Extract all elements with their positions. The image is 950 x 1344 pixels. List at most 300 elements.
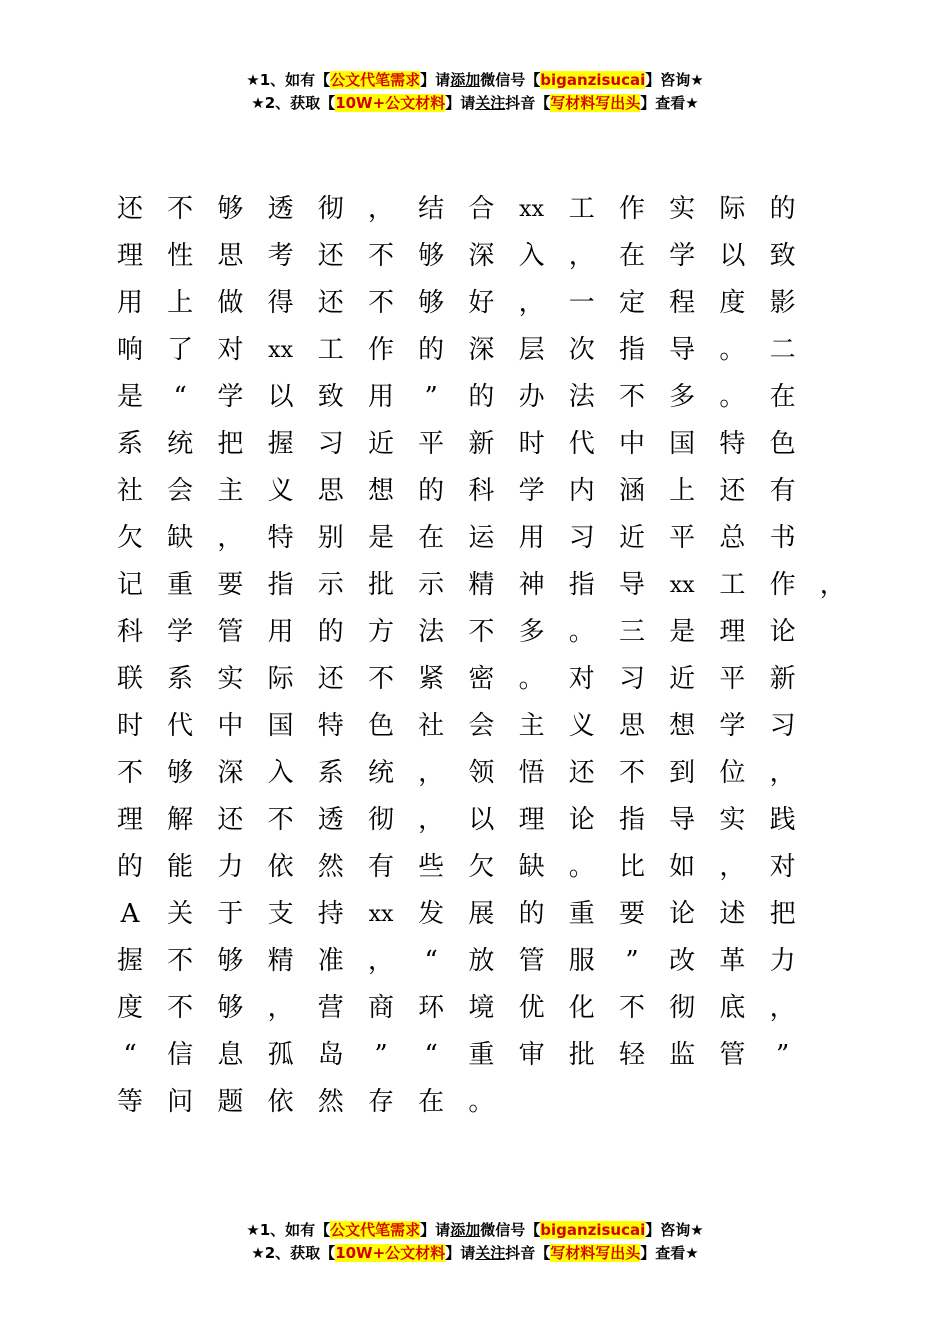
text-char: 性	[167, 241, 194, 271]
text-char: 实	[217, 664, 244, 694]
text-line	[107, 703, 807, 750]
text-char: 不	[618, 382, 645, 412]
text-char: 内	[568, 476, 595, 506]
text-char: 悟	[518, 758, 545, 788]
text-char: ，	[719, 852, 746, 882]
text-char: 致	[769, 241, 796, 271]
text-char: 特	[267, 523, 294, 553]
text-char: 特	[317, 711, 344, 741]
promo-text: ★2、获取【	[251, 1244, 336, 1262]
promo-emphasis: 添加	[450, 71, 481, 89]
text-char: 孤	[267, 1040, 294, 1070]
text-char: ，	[418, 805, 445, 835]
promo-highlight: 写材料写出头	[550, 1244, 641, 1262]
text-char: 力	[217, 852, 244, 882]
text-char: 不	[367, 288, 394, 318]
text-char: 义	[267, 476, 294, 506]
text-char: 。	[568, 852, 595, 882]
promo-line-1	[0, 1219, 950, 1242]
text-char: 学	[719, 711, 746, 741]
text-char: 。	[568, 617, 595, 647]
text-char: 际	[719, 194, 746, 224]
text-char: 代	[568, 429, 595, 459]
text-char: 习	[568, 523, 595, 553]
text-char: 入	[518, 241, 545, 271]
text-char: 指	[618, 805, 645, 835]
text-char: ”	[775, 1040, 790, 1070]
text-char: 系	[317, 758, 344, 788]
text-char: ，	[367, 946, 394, 976]
promo-text: 微信号【	[480, 1221, 541, 1239]
promo-text: 】请	[445, 1244, 476, 1262]
text-char: 有	[367, 852, 394, 882]
text-char: 论	[568, 805, 595, 835]
text-char: 对	[217, 335, 244, 365]
text-char: 够	[217, 993, 244, 1023]
text-line	[107, 844, 807, 891]
text-char: 别	[317, 523, 344, 553]
text-char: 工	[719, 570, 746, 600]
header-promo-banner	[0, 69, 950, 115]
text-char: xx	[519, 197, 544, 222]
text-char: 用	[518, 523, 545, 553]
text-line	[107, 1079, 807, 1126]
text-char: 营	[317, 993, 344, 1023]
text-char: 持	[317, 899, 344, 929]
text-char: 学	[518, 476, 545, 506]
text-char: 重	[568, 899, 595, 929]
text-char: 色	[367, 711, 394, 741]
text-char: 有	[769, 476, 796, 506]
text-line	[107, 985, 807, 1032]
text-char: 对	[568, 664, 595, 694]
text-char: 要	[618, 899, 645, 929]
text-char: 中	[217, 711, 244, 741]
document-body	[107, 186, 846, 1126]
text-char: 法	[568, 382, 595, 412]
text-char: 还	[217, 805, 244, 835]
text-char: 代	[167, 711, 194, 741]
text-char: 管	[217, 617, 244, 647]
text-char: 展	[468, 899, 495, 929]
text-line	[107, 750, 807, 797]
text-line	[107, 938, 807, 985]
text-char: 习	[769, 711, 796, 741]
text-char: 不	[267, 805, 294, 835]
text-char: 优	[518, 993, 545, 1023]
text-char: 的	[116, 852, 143, 882]
text-char: 问	[167, 1087, 194, 1117]
text-char: 运	[468, 523, 495, 553]
promo-line-2	[0, 1242, 950, 1265]
text-char: 科	[116, 617, 143, 647]
text-char: 书	[769, 523, 796, 553]
text-char: 领	[468, 758, 495, 788]
text-char: “	[424, 1040, 438, 1070]
text-char: 到	[669, 758, 696, 788]
text-char: 握	[116, 946, 143, 976]
text-char: 办	[518, 382, 545, 412]
text-char: 岛	[317, 1040, 344, 1070]
text-char: 一	[568, 288, 595, 318]
text-char: 理	[116, 805, 143, 835]
text-line	[107, 327, 807, 374]
promo-emphasis: 关注	[475, 1244, 506, 1262]
text-char: 在	[418, 1087, 445, 1117]
text-char: 学	[217, 382, 244, 412]
text-char: 存	[367, 1087, 394, 1117]
text-char: 习	[317, 429, 344, 459]
text-char: 审	[518, 1040, 545, 1070]
text-char: 思	[618, 711, 645, 741]
text-line	[107, 562, 846, 609]
text-char: 作	[769, 570, 796, 600]
text-char: 响	[116, 335, 143, 365]
text-char: 解	[167, 805, 194, 835]
text-char: 色	[769, 429, 796, 459]
text-char: 的	[418, 335, 445, 365]
text-char: 上	[167, 288, 194, 318]
text-char: 等	[116, 1087, 143, 1117]
text-char: 以	[719, 241, 746, 271]
text-char: 会	[468, 711, 495, 741]
promo-highlight: 公文代笔需求	[330, 71, 421, 89]
text-char: 在	[618, 241, 645, 271]
text-char: 用	[367, 382, 394, 412]
text-char: 精	[468, 570, 495, 600]
text-char: ”	[625, 946, 639, 976]
text-char: 不	[367, 664, 394, 694]
text-char: 国	[267, 711, 294, 741]
text-char: 是	[367, 523, 394, 553]
text-line	[107, 515, 807, 562]
text-char: 方	[367, 617, 394, 647]
text-char: ，	[819, 570, 846, 600]
text-char: 理	[116, 241, 143, 271]
text-char: 题	[217, 1087, 244, 1117]
text-char: 精	[267, 946, 294, 976]
text-char: 作	[618, 194, 645, 224]
text-char: 科	[468, 476, 495, 506]
text-char: ，	[769, 758, 796, 788]
text-char: 理	[518, 805, 545, 835]
text-char: 的	[769, 194, 796, 224]
text-char: 欠	[468, 852, 495, 882]
text-char: 神	[518, 570, 545, 600]
promo-text: ★2、获取【	[251, 94, 336, 112]
text-char: 二	[769, 335, 796, 365]
text-char: 在	[769, 382, 796, 412]
text-char: ，	[367, 194, 394, 224]
text-char: ，	[418, 758, 445, 788]
text-char: 的	[468, 382, 495, 412]
footer-promo-banner	[0, 1219, 950, 1265]
text-char: 度	[116, 993, 143, 1023]
text-char: 如	[669, 852, 696, 882]
text-char: 于	[217, 899, 244, 929]
text-char: 好	[468, 288, 495, 318]
text-char: 系	[116, 429, 143, 459]
text-char: 层	[518, 335, 545, 365]
text-char: 关	[167, 899, 194, 929]
text-char: 不	[367, 241, 394, 271]
text-char: 发	[418, 899, 445, 929]
text-char: 得	[267, 288, 294, 318]
text-char: xx	[669, 573, 695, 598]
text-char: 还	[317, 664, 344, 694]
text-char: 够	[418, 241, 445, 271]
text-char: 平	[418, 429, 445, 459]
text-char: 是	[669, 617, 696, 647]
text-char: 批	[367, 570, 394, 600]
text-char: 指	[618, 335, 645, 365]
text-char: 指	[267, 570, 294, 600]
text-char: 论	[769, 617, 796, 647]
text-char: 缺	[167, 523, 194, 553]
text-char: “	[123, 1040, 137, 1070]
text-char: ，	[267, 993, 294, 1023]
text-char: 了	[167, 335, 194, 365]
text-char: 社	[418, 711, 445, 741]
text-char: 习	[618, 664, 645, 694]
text-char: 用	[116, 288, 143, 318]
text-char: 不	[167, 993, 194, 1023]
text-char: 。	[468, 1087, 495, 1117]
text-char: 还	[719, 476, 746, 506]
text-char: ，	[769, 993, 796, 1023]
text-char: 入	[267, 758, 294, 788]
text-char: 上	[669, 476, 696, 506]
text-char: 国	[669, 429, 696, 459]
text-char: 革	[719, 946, 746, 976]
text-char: 。	[719, 382, 746, 412]
text-char: 主	[518, 711, 545, 741]
text-char: 缺	[518, 852, 545, 882]
text-char: 义	[568, 711, 595, 741]
text-line	[107, 891, 807, 938]
text-char: xx	[268, 338, 293, 363]
text-char: 法	[418, 617, 445, 647]
text-char: 近	[367, 429, 394, 459]
text-char: 特	[719, 429, 746, 459]
text-char: 时	[518, 429, 545, 459]
text-char: 深	[468, 241, 495, 271]
text-line	[107, 797, 807, 844]
text-line	[107, 609, 807, 656]
promo-highlight: 公文代笔需求	[330, 1221, 421, 1239]
text-char: ，	[217, 523, 244, 553]
text-char: 放	[468, 946, 495, 976]
text-char: 导	[669, 335, 696, 365]
text-line	[107, 186, 807, 233]
text-char: 监	[669, 1040, 696, 1070]
text-char: 社	[116, 476, 143, 506]
text-char: 够	[217, 946, 244, 976]
text-char: 在	[418, 523, 445, 553]
text-char: 想	[367, 476, 394, 506]
promo-highlight: 10W+公文材料	[335, 1244, 446, 1262]
text-char: 统	[367, 758, 394, 788]
text-char: 近	[618, 523, 645, 553]
text-char: 思	[317, 476, 344, 506]
text-char: 还	[116, 194, 143, 224]
text-char: 记	[116, 570, 143, 600]
text-char: 不	[167, 946, 194, 976]
text-char: 还	[568, 758, 595, 788]
text-char: 够	[217, 194, 244, 224]
text-char: 重	[167, 570, 194, 600]
promo-emphasis: 关注	[475, 94, 506, 112]
text-char: 会	[167, 476, 194, 506]
text-line	[107, 421, 807, 468]
text-char: 。	[719, 335, 746, 365]
text-char: 彻	[367, 805, 394, 835]
text-char: 把	[217, 429, 244, 459]
text-char: 。	[518, 664, 545, 694]
text-char: 环	[418, 993, 445, 1023]
text-char: 学	[669, 241, 696, 271]
text-line	[107, 233, 807, 280]
text-char: 管	[518, 946, 545, 976]
promo-highlight: biganzisucai	[540, 71, 646, 89]
promo-text: 】请	[420, 71, 451, 89]
text-char: 些	[418, 852, 445, 882]
text-char: 深	[217, 758, 244, 788]
text-char: 的	[518, 899, 545, 929]
text-char: 透	[317, 805, 344, 835]
text-char: 合	[468, 194, 495, 224]
text-char: 轻	[618, 1040, 645, 1070]
text-char: 底	[719, 993, 746, 1023]
text-char: 够	[167, 758, 194, 788]
promo-highlight: biganzisucai	[540, 1221, 646, 1239]
text-char: 位	[719, 758, 746, 788]
text-char: 想	[669, 711, 696, 741]
text-char: 影	[769, 288, 796, 318]
text-char: 时	[116, 711, 143, 741]
text-char: 实	[669, 194, 696, 224]
text-char: 然	[317, 1087, 344, 1117]
text-char: 系	[167, 664, 194, 694]
text-char: 服	[568, 946, 595, 976]
text-char: 透	[267, 194, 294, 224]
text-char: 息	[217, 1040, 244, 1070]
text-char: 以	[267, 382, 294, 412]
text-char: ，	[518, 288, 545, 318]
promo-highlight: 写材料写出头	[550, 94, 641, 112]
text-char: 新	[769, 664, 796, 694]
text-char: 够	[418, 288, 445, 318]
text-char: 涵	[618, 476, 645, 506]
text-char: 信	[167, 1040, 194, 1070]
text-char: 多	[669, 382, 696, 412]
text-line	[107, 374, 807, 421]
text-char: 导	[669, 805, 696, 835]
promo-text: 抖音【	[505, 94, 551, 112]
text-char: 学	[167, 617, 194, 647]
text-char: 定	[618, 288, 645, 318]
text-char: 三	[618, 617, 645, 647]
text-char: 商	[367, 993, 394, 1023]
text-char: 支	[267, 899, 294, 929]
text-char: 作	[367, 335, 394, 365]
text-char: 联	[116, 664, 143, 694]
text-char: 用	[267, 617, 294, 647]
text-char: 对	[769, 852, 796, 882]
text-char: 统	[167, 429, 194, 459]
text-char: 工	[317, 335, 344, 365]
text-char: 际	[267, 664, 294, 694]
text-char: 示	[418, 570, 445, 600]
text-char: 把	[769, 899, 796, 929]
text-char: xx	[368, 902, 394, 927]
text-char: 述	[719, 899, 746, 929]
text-char: 还	[317, 288, 344, 318]
text-char: 密	[468, 664, 495, 694]
text-char: 不	[618, 758, 645, 788]
text-char: 不	[116, 758, 143, 788]
text-char: ”	[424, 382, 438, 412]
text-char: ”	[374, 1040, 388, 1070]
promo-text: ★1、如有【	[246, 1221, 331, 1239]
text-char: 做	[217, 288, 244, 318]
text-char: 还	[317, 241, 344, 271]
text-char: 平	[669, 523, 696, 553]
text-char: ，	[568, 241, 595, 271]
text-char: 践	[769, 805, 796, 835]
text-char: “	[173, 382, 187, 412]
text-char: 的	[317, 617, 344, 647]
promo-text: 】请	[420, 1221, 451, 1239]
text-char: 重	[468, 1040, 495, 1070]
text-char: 考	[267, 241, 294, 271]
text-char: 程	[669, 288, 696, 318]
text-char: 次	[568, 335, 595, 365]
text-char: 批	[568, 1040, 595, 1070]
text-char: 境	[468, 993, 495, 1023]
text-line	[107, 468, 807, 515]
promo-line-2	[0, 92, 950, 115]
promo-emphasis: 添加	[450, 1221, 481, 1239]
text-char: 管	[719, 1040, 746, 1070]
text-char: 深	[468, 335, 495, 365]
text-char: 不	[167, 194, 194, 224]
text-char: 力	[769, 946, 796, 976]
promo-text: 】咨询★	[645, 71, 704, 89]
text-char: 度	[719, 288, 746, 318]
text-char: 总	[719, 523, 746, 553]
text-char: 不	[618, 993, 645, 1023]
text-char: 依	[267, 852, 294, 882]
text-char: 彻	[317, 194, 344, 224]
text-char: 以	[468, 805, 495, 835]
text-char: “	[424, 946, 438, 976]
text-char: 彻	[669, 993, 696, 1023]
text-char: 不	[468, 617, 495, 647]
promo-line-1	[0, 69, 950, 92]
text-char: 化	[568, 993, 595, 1023]
text-char: 实	[719, 805, 746, 835]
promo-text: 抖音【	[505, 1244, 551, 1262]
promo-text: 】查看★	[640, 94, 699, 112]
text-char: 欠	[116, 523, 143, 553]
text-char: 握	[267, 429, 294, 459]
text-char: 新	[468, 429, 495, 459]
text-char: 理	[719, 617, 746, 647]
promo-highlight: 10W+公文材料	[335, 94, 446, 112]
text-char: 然	[317, 852, 344, 882]
text-char: 依	[267, 1087, 294, 1117]
